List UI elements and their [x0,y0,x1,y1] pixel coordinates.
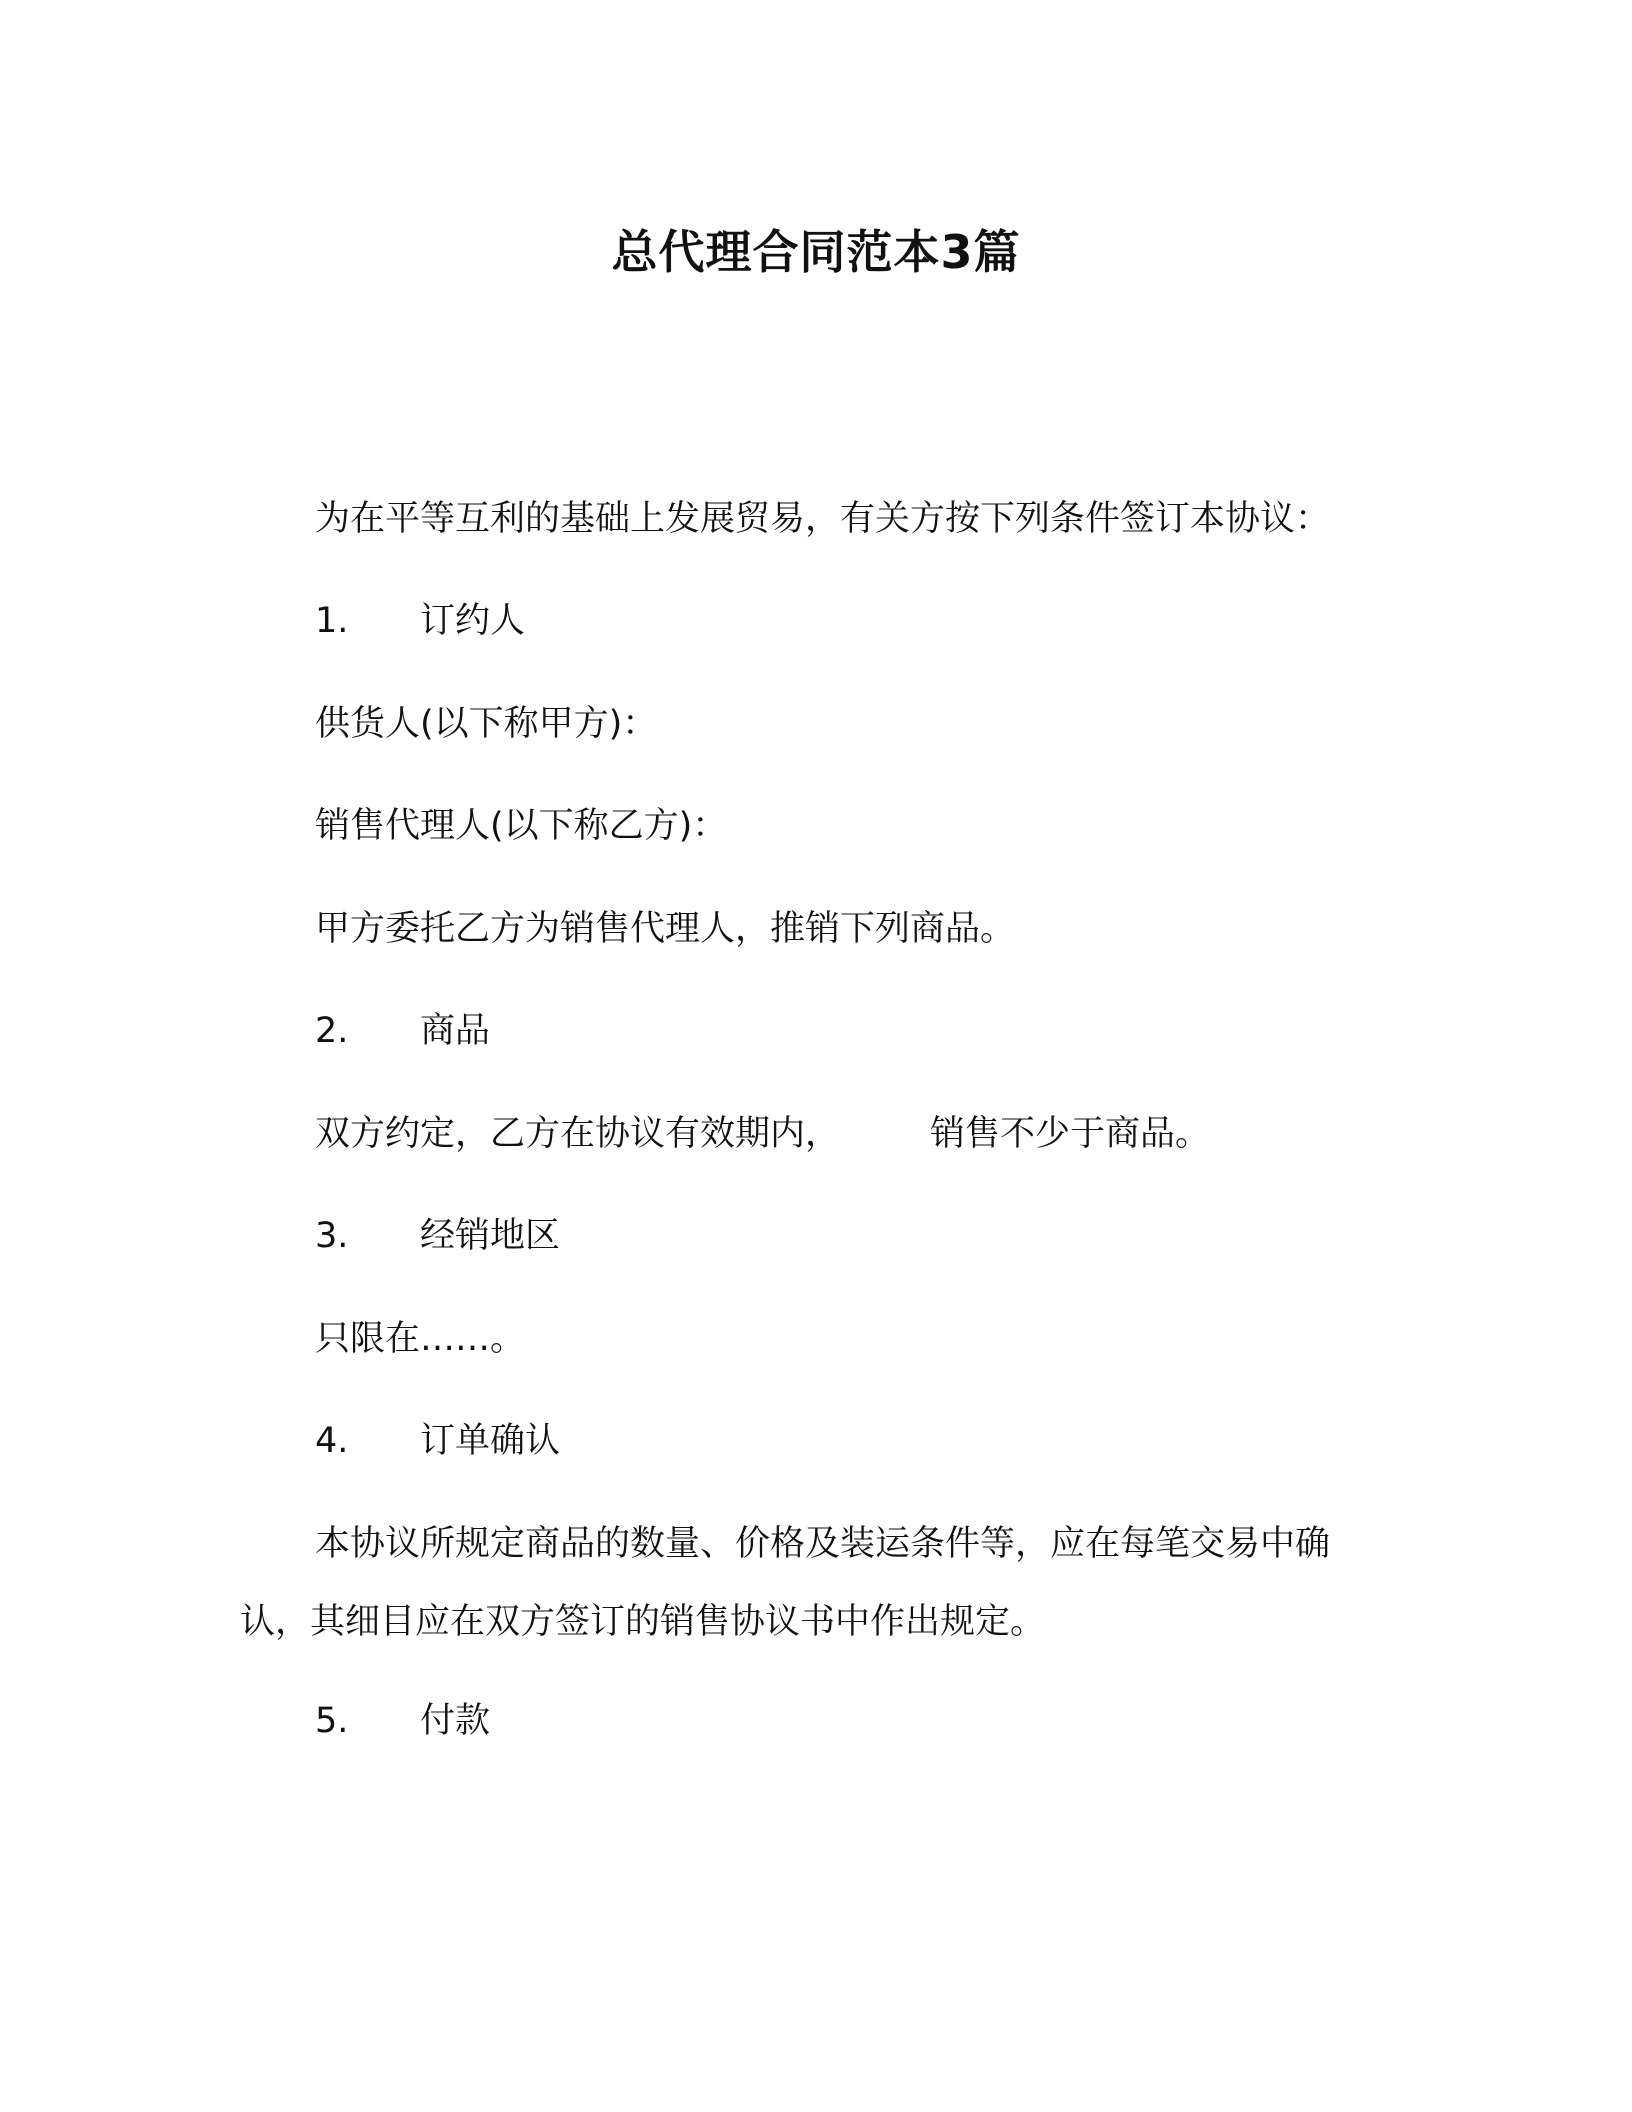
goods-line-part1: 双方约定，乙方在协议有效期内， [315,1114,841,1154]
section-title: 订约人 [420,601,526,641]
section-title: 经销地区 [420,1216,561,1256]
order-paragraph: 本协议所规定商品的数量、价格及装运条件等，应在每笔交易中确认，其细目应在双方签订的销售协议书中作出规定。 [240,1524,1331,1642]
section-number: 1. [315,601,349,641]
entrust-line: 甲方委托乙方为销售代理人，推销下列商品。 [315,909,1016,949]
section-3-heading [315,1212,560,1260]
supplier-line: 供货人(以下称甲方)： [315,704,658,744]
section-title: 付款 [420,1701,491,1741]
section-title: 商品 [420,1011,491,1051]
section-4-heading [315,1417,560,1465]
goods-line-part2: 销售不少于商品。 [930,1114,1211,1154]
region-line: 只限在……。 [315,1319,526,1359]
document-title: 总代理合同范本3篇 [611,225,1021,279]
section-number: 3. [315,1216,349,1256]
intro-paragraph: 为在平等互利的基础上发展贸易，有关方按下列条件签订本协议： [315,499,1331,539]
section-title: 订单确认 [420,1421,561,1461]
section-1-heading [315,597,525,645]
section-number: 5. [315,1701,349,1741]
section-number: 4. [315,1421,349,1461]
section-2-heading [315,1007,490,1055]
section-number: 2. [315,1011,349,1051]
agent-line: 销售代理人(以下称乙方)： [315,806,728,846]
section-5-heading [315,1697,490,1745]
goods-line [315,1110,1210,1158]
